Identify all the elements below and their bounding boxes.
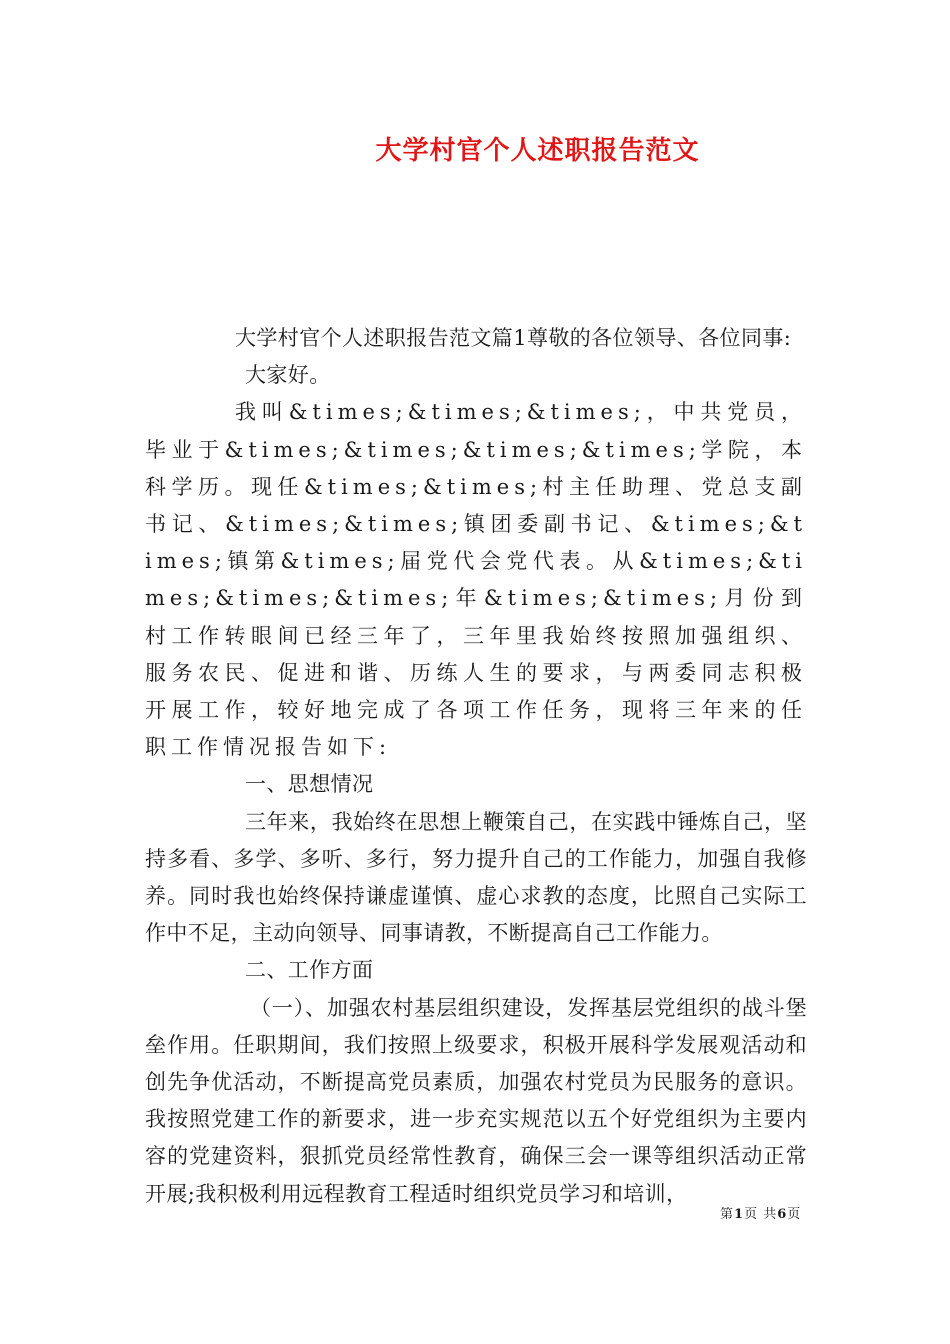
section-heading-work: 二、工作方面 [245, 958, 374, 983]
paragraph-opening: 大学村官个人述职报告范文篇1尊敬的各位领导、各位同事: [235, 326, 792, 350]
paragraph-thought: 三年来，我始终在思想上鞭策自己，在实践中锤炼自己，坚持多看、多学、多听、多行，努力提升自己的工作能力，加强自我修养。同时我也始终保持谦虚谨慎、虚心求教的态度，比照自己实际工作中不足，主动向领导、同事请教，不断提高自己工作能力。 [145, 809, 807, 946]
page-footer [720, 1206, 801, 1224]
paragraph-introduction: 我叫&times;&times;&times;，中共党员，毕业于&times;&times;&times;&times;学院，本科学历。现任&times;&times;村主任助理、党总支副书记、&times;&times;镇团委副书记、&times;&times;镇第&times;届党代会党代表。从&times;&times;&times;&times;年&times;&times;月份到村工作转眼间已经三年了，三年里我始终按照加强组织、服务农民、促进和谐、历练人生的要求，与两委同志积极开展工作，较好地完成了各项工作任务，现将三年来的任职工作情况报告如下: [145, 400, 807, 760]
document-body [145, 320, 807, 1213]
footer-total-pages: 6 [777, 1207, 788, 1222]
document-title: 大学村官个人述职报告范文 [375, 136, 700, 166]
section-heading-thought: 一、思想情况 [245, 772, 374, 797]
footer-current-page: 1 [734, 1207, 745, 1222]
paragraph-greeting: 大家好。 [245, 363, 331, 388]
footer-middle: 页 共 [744, 1207, 778, 1222]
footer-suffix: 页 [787, 1207, 802, 1222]
footer-prefix: 第 [720, 1207, 735, 1222]
paragraph-work-organization: （一）、加强农村基层组织建设，发挥基层党组织的战斗堡垒作用。任职期间，我们按照上级要求，积极开展科学发展观活动和创先争优活动，不断提高党员素质，加强农村党员为民服务的意识。我按照党建工作的新要求，进一步充实规范以五个好党组织为主要内容的党建资料，狠抓党员经常性教育，确保三会一课等组织活动正常开展;我积极利用远程教育工程适时组织党员学习和培训， [145, 995, 807, 1206]
